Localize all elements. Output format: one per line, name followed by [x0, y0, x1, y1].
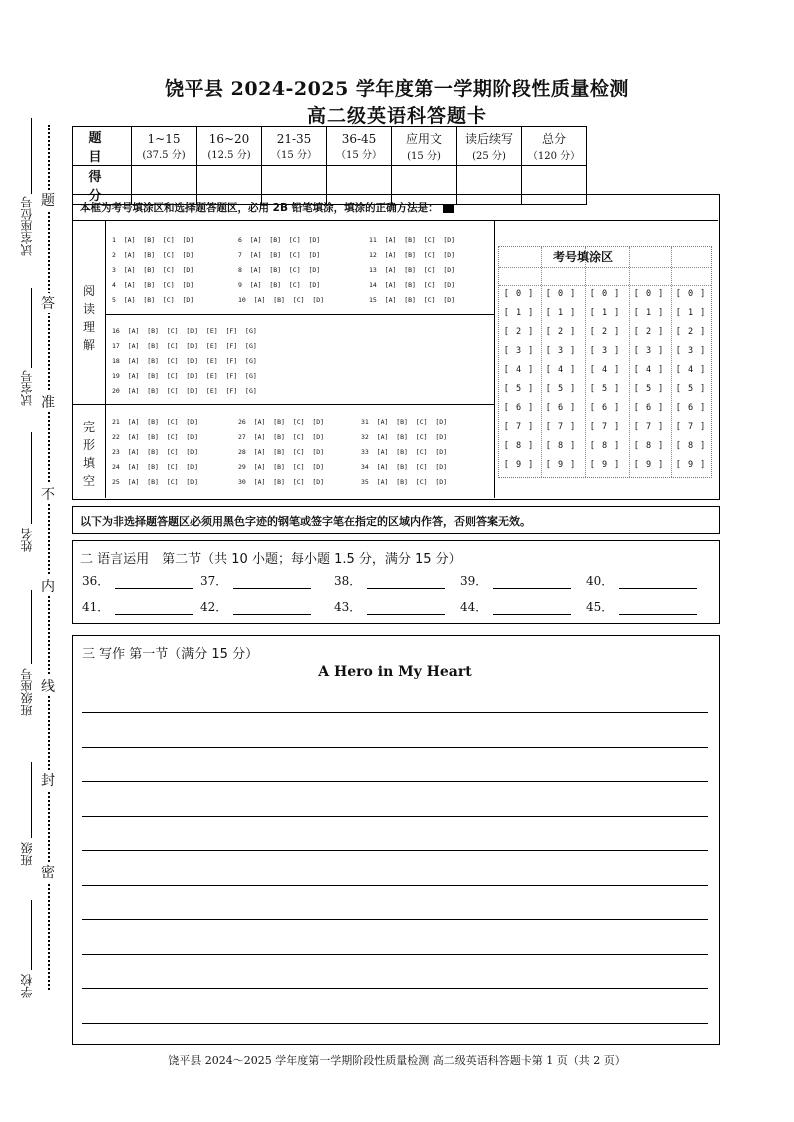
writing-line[interactable]: [82, 885, 708, 886]
exam-digit-bubble[interactable]: [ 2 ]: [503, 327, 535, 337]
exam-digit-bubble[interactable]: [ 9 ]: [633, 460, 665, 470]
grid-divider: [541, 247, 542, 477]
choice-row[interactable]: 23 [A] [B] [C] [D]: [112, 448, 199, 456]
score-col-points: (15 分): [407, 151, 441, 162]
choice-row[interactable]: 15 [A] [B] [C] [D]: [369, 296, 456, 304]
score-col-points: (25 分): [472, 151, 506, 162]
exam-digit-bubble[interactable]: [ 5 ]: [503, 384, 535, 394]
choice-row[interactable]: 9 [A] [B] [C] [D]: [238, 281, 321, 289]
choice-row[interactable]: 5 [A] [B] [C] [D]: [112, 296, 195, 304]
school-label: 学校: [20, 974, 34, 998]
exam-digit-bubble[interactable]: [ 2 ]: [633, 327, 665, 337]
blank-37: 37．: [200, 572, 311, 589]
fill-instruction: [80, 200, 454, 215]
exam-digit-bubble[interactable]: [ 4 ]: [503, 365, 535, 375]
choice-group-1-15: [112, 233, 487, 308]
writing-line[interactable]: [82, 816, 708, 817]
part3-box: [72, 635, 720, 1045]
writing-line[interactable]: [82, 850, 708, 851]
name-line: [31, 432, 32, 524]
blank-38: 38．: [334, 572, 445, 589]
choice-row[interactable]: 35 [A] [B] [C] [D]: [361, 478, 448, 486]
answer-line[interactable]: [619, 576, 697, 589]
name-label: 姓名: [20, 528, 34, 552]
exam-digit-bubble[interactable]: [ 9 ]: [503, 460, 535, 470]
grid-divider: [585, 247, 586, 477]
writing-line[interactable]: [82, 747, 708, 748]
blank-40: 40．: [586, 572, 697, 589]
answer-line[interactable]: [115, 602, 193, 615]
writing-line[interactable]: [82, 919, 708, 920]
choice-row[interactable]: 24 [A] [B] [C] [D]: [112, 463, 199, 471]
exam-digit-bubble[interactable]: [ 7 ]: [503, 422, 535, 432]
score-col-range: 16~20: [208, 131, 250, 146]
divider: [105, 220, 106, 498]
exam-digit-bubble[interactable]: [ 9 ]: [675, 460, 707, 470]
grid-divider: [671, 247, 672, 477]
score-col-range: 36-45: [341, 131, 377, 146]
exam-digit-bubble[interactable]: [ 0 ]: [545, 289, 577, 299]
exam-digit-bubble[interactable]: [ 8 ]: [675, 441, 707, 451]
answer-line[interactable]: [115, 576, 193, 589]
exam-digit-bubble[interactable]: [ 0 ]: [633, 289, 665, 299]
binding-dotted-line: [48, 125, 50, 990]
exam-digit-bubble[interactable]: [ 4 ]: [633, 365, 665, 375]
writing-line[interactable]: [82, 988, 708, 989]
score-col-range: 应用文: [405, 132, 442, 146]
choice-row[interactable]: 25 [A] [B] [C] [D]: [112, 478, 199, 486]
answer-line[interactable]: [367, 576, 445, 589]
divider: [105, 314, 494, 315]
choice-row[interactable]: 1 [A] [B] [C] [D]: [112, 236, 195, 244]
exam-digit-bubble[interactable]: [ 1 ]: [675, 308, 707, 318]
reading-section-label: 阅 读 理 解: [82, 284, 95, 352]
choice-row[interactable]: 13 [A] [B] [C] [D]: [369, 266, 456, 274]
blank-45: 45．: [586, 598, 697, 615]
exam-digit-bubble[interactable]: [ 1 ]: [589, 308, 621, 318]
choice-row[interactable]: 30 [A] [B] [C] [D]: [238, 478, 325, 486]
exam-digit-bubble[interactable]: [ 4 ]: [589, 365, 621, 375]
score-col-5: [392, 127, 457, 166]
score-col-points: （120 分）: [527, 151, 581, 162]
choice-row[interactable]: 16 [A] [B] [C] [D] [E] [F] [G]: [112, 327, 257, 335]
score-row-header: 题 目: [73, 127, 132, 166]
choice-row[interactable]: 33 [A] [B] [C] [D]: [361, 448, 448, 456]
score-col-2: [197, 127, 262, 166]
exam-digit-bubble[interactable]: [ 6 ]: [675, 403, 707, 413]
exam-digit-bubble[interactable]: [ 3 ]: [545, 346, 577, 356]
writing-line[interactable]: [82, 954, 708, 955]
answer-line[interactable]: [619, 602, 697, 615]
seal-char: 密: [40, 862, 56, 882]
essay-title: A Hero in My Heart: [318, 664, 472, 680]
choice-row[interactable]: 29 [A] [B] [C] [D]: [238, 463, 325, 471]
score-col-range: 读后续写: [464, 132, 513, 146]
part2-heading: 二 语言运用 第二节（共 10 小题；每小题 1.5 分，满分 15 分）: [80, 552, 462, 567]
blank-41: 41．: [82, 598, 193, 615]
blank-39: 39．: [460, 572, 571, 589]
page-footer: 饶平县 2024～2025 学年度第一学期阶段性质量检测 高二级英语科答题卡第 1 页（共 2 页）: [168, 1054, 626, 1067]
choice-row[interactable]: 4 [A] [B] [C] [D]: [112, 281, 195, 289]
writing-line[interactable]: [82, 712, 708, 713]
divider: [494, 220, 495, 498]
choice-row[interactable]: 12 [A] [B] [C] [D]: [369, 251, 456, 259]
exam-digit-bubble[interactable]: [ 7 ]: [675, 422, 707, 432]
divider: [72, 220, 718, 221]
instruction-text: 本框为考号填涂区和选择题答题区，必用 2B 铅笔填涂，填涂的正确方法是：: [80, 202, 439, 214]
choice-row[interactable]: 34 [A] [B] [C] [D]: [361, 463, 448, 471]
choice-row[interactable]: 7 [A] [B] [C] [D]: [238, 251, 321, 259]
exam-digit-bubble[interactable]: [ 0 ]: [589, 289, 621, 299]
answer-line[interactable]: [493, 576, 571, 589]
choice-row[interactable]: 19 [A] [B] [C] [D] [E] [F] [G]: [112, 372, 257, 380]
score-col-6: [457, 127, 522, 166]
class-label: 班级: [20, 842, 34, 866]
exam-digit-bubble[interactable]: [ 7 ]: [545, 422, 577, 432]
score-col-4: [327, 127, 392, 166]
exam-digit-bubble[interactable]: [ 6 ]: [545, 403, 577, 413]
exam-digit-bubble[interactable]: [ 6 ]: [503, 403, 535, 413]
exam-number-grid: [498, 246, 712, 478]
exam-digit-bubble[interactable]: [ 8 ]: [633, 441, 665, 451]
choice-row[interactable]: 22 [A] [B] [C] [D]: [112, 433, 199, 441]
seal-char: 内: [40, 576, 56, 596]
exam-digit-bubble[interactable]: [ 8 ]: [503, 441, 535, 451]
choice-row[interactable]: 10 [A] [B] [C] [D]: [238, 296, 325, 304]
seal-char: 准: [40, 392, 56, 412]
exam-digit-bubble[interactable]: [ 5 ]: [589, 384, 621, 394]
answer-line[interactable]: [367, 602, 445, 615]
exam-digit-bubble[interactable]: [ 7 ]: [589, 422, 621, 432]
score-col-points: (37.5 分): [142, 149, 186, 161]
exam-digit-bubble[interactable]: [ 0 ]: [675, 289, 707, 299]
page-subtitle: 高二级英语科答题卡: [306, 105, 487, 127]
choice-row[interactable]: 14 [A] [B] [C] [D]: [369, 281, 456, 289]
score-col-points: (12.5 分): [207, 149, 251, 161]
seat-number-line: [31, 118, 32, 194]
answer-line[interactable]: [233, 576, 311, 589]
score-row-label: 得 分: [73, 166, 132, 205]
class-seat-label: 班级座号: [20, 668, 34, 716]
writing-line[interactable]: [82, 1023, 708, 1024]
exam-digit-bubble[interactable]: [ 1 ]: [503, 308, 535, 318]
exam-digit-bubble[interactable]: [ 8 ]: [589, 441, 621, 451]
score-col-3: [262, 127, 327, 166]
answer-line[interactable]: [233, 602, 311, 615]
exam-digit-bubble[interactable]: [ 0 ]: [503, 289, 535, 299]
exam-digit-bubble[interactable]: [ 3 ]: [675, 346, 707, 356]
exam-digit-bubble[interactable]: [ 2 ]: [675, 327, 707, 337]
exam-digit-bubble[interactable]: [ 5 ]: [545, 384, 577, 394]
choice-row[interactable]: 32 [A] [B] [C] [D]: [361, 433, 448, 441]
filled-mark-sample-icon: [443, 204, 454, 213]
exam-digit-bubble[interactable]: [ 7 ]: [633, 422, 665, 432]
exam-digit-bubble[interactable]: [ 1 ]: [633, 308, 665, 318]
exam-digit-bubble[interactable]: [ 5 ]: [675, 384, 707, 394]
answer-line[interactable]: [493, 602, 571, 615]
choice-row[interactable]: 11 [A] [B] [C] [D]: [369, 236, 456, 244]
exam-room-line: [31, 288, 32, 368]
blank-36: 36．: [82, 572, 193, 589]
choice-row[interactable]: 26 [A] [B] [C] [D]: [238, 418, 325, 426]
score-col-points: （15 分）: [336, 149, 382, 161]
exam-room-label: 试室号: [20, 370, 34, 406]
exam-digit-bubble[interactable]: [ 1 ]: [545, 308, 577, 318]
seal-char: 题: [40, 190, 56, 210]
choice-group-21-35: [112, 415, 487, 490]
choice-row[interactable]: 31 [A] [B] [C] [D]: [361, 418, 448, 426]
score-col-range: 21-35: [276, 131, 312, 146]
choice-row[interactable]: 8 [A] [B] [C] [D]: [238, 266, 321, 274]
grid-divider: [629, 247, 630, 477]
class-seat-line: [31, 590, 32, 664]
grid-divider: [499, 267, 711, 268]
part3-heading: 三 写作 第一节（满分 15 分）: [82, 647, 259, 662]
choice-row[interactable]: 18 [A] [B] [C] [D] [E] [F] [G]: [112, 357, 257, 365]
exam-digit-bubble[interactable]: [ 9 ]: [589, 460, 621, 470]
exam-digit-bubble[interactable]: [ 5 ]: [633, 384, 665, 394]
seat-number-label: 试室座位号: [20, 196, 34, 256]
score-col-7: [522, 127, 587, 166]
score-col-range: 1~15: [147, 131, 181, 146]
exam-digit-bubble[interactable]: [ 4 ]: [675, 365, 707, 375]
score-col-range: 总分: [541, 132, 566, 146]
choice-row[interactable]: 27 [A] [B] [C] [D]: [238, 433, 325, 441]
exam-digit-bubble[interactable]: [ 2 ]: [589, 327, 621, 337]
page-title: 饶平县 2024-2025 学年度第一学期阶段性质量检测: [165, 78, 629, 100]
exam-digit-bubble[interactable]: [ 9 ]: [545, 460, 577, 470]
exam-digit-bubble[interactable]: [ 3 ]: [633, 346, 665, 356]
seal-char: 不: [40, 484, 56, 504]
score-col-points: （15 分）: [271, 149, 317, 161]
seal-char: 答: [40, 293, 56, 313]
cloze-section-label: 完 形 填 空: [82, 420, 95, 488]
blank-44: 44．: [460, 598, 571, 615]
seal-char: 封: [40, 770, 56, 790]
exam-number-title: 考号填涂区: [553, 250, 614, 264]
exam-digit-bubble[interactable]: [ 3 ]: [503, 346, 535, 356]
choice-row[interactable]: 28 [A] [B] [C] [D]: [238, 448, 325, 456]
exam-digit-bubble[interactable]: [ 3 ]: [589, 346, 621, 356]
choice-row[interactable]: 6 [A] [B] [C] [D]: [238, 236, 321, 244]
exam-digit-bubble[interactable]: [ 4 ]: [545, 365, 577, 375]
school-line: [31, 900, 32, 970]
choice-row[interactable]: 17 [A] [B] [C] [D] [E] [F] [G]: [112, 342, 257, 350]
exam-digit-bubble[interactable]: [ 8 ]: [545, 441, 577, 451]
seal-char: 线: [40, 676, 56, 696]
exam-digit-bubble[interactable]: [ 6 ]: [589, 403, 621, 413]
class-line: [31, 762, 32, 838]
blank-43: 43．: [334, 598, 445, 615]
divider: [72, 404, 494, 405]
exam-digit-bubble[interactable]: [ 6 ]: [633, 403, 665, 413]
exam-digit-bubble[interactable]: [ 2 ]: [545, 327, 577, 337]
grid-divider: [499, 285, 711, 286]
writing-line[interactable]: [82, 781, 708, 782]
choice-row[interactable]: 3 [A] [B] [C] [D]: [112, 266, 195, 274]
choice-group-16-20: [112, 324, 412, 399]
notice-text: 以下为非选择题答题区必须用黑色字迹的钢笔或签字笔在指定的区域内作答，否则答案无效。: [80, 515, 531, 528]
choice-row[interactable]: 21 [A] [B] [C] [D]: [112, 418, 199, 426]
blank-42: 42．: [200, 598, 311, 615]
choice-row[interactable]: 2 [A] [B] [C] [D]: [112, 251, 195, 259]
choice-row[interactable]: 20 [A] [B] [C] [D] [E] [F] [G]: [112, 387, 257, 395]
